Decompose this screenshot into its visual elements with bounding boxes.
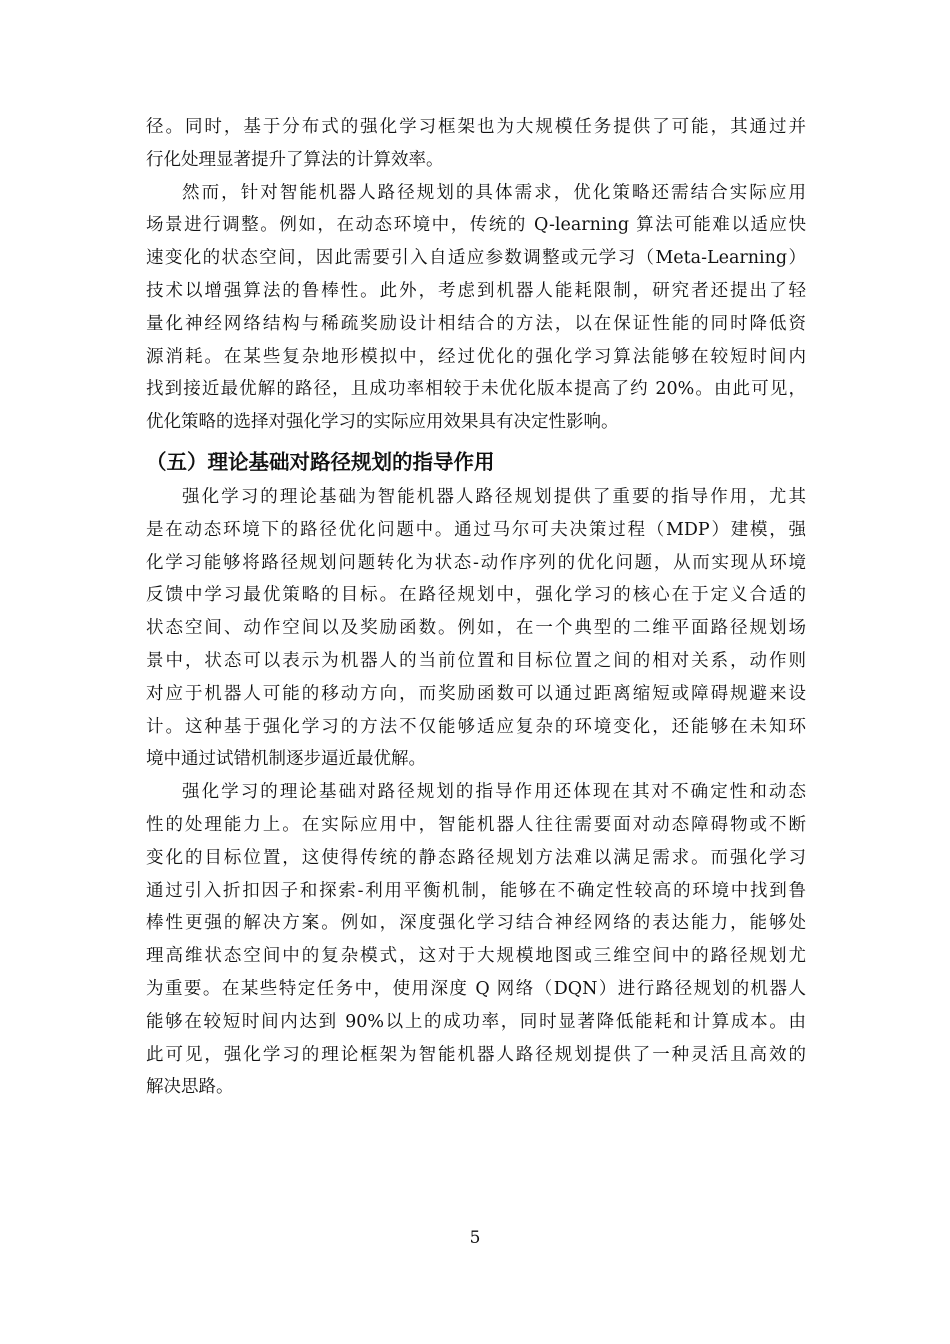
text-line: 对应于机器人可能的移动方向，而奖励函数可以通过距离缩短或障碍规避来设 xyxy=(146,683,806,704)
text-line: 此可见，强化学习的理论框架为智能机器人路径规划提供了一种灵活且高效的 xyxy=(146,1044,806,1065)
text-line: 通过引入折扣因子和探索-利用平衡机制，能够在不确定性较高的环境中找到鲁 xyxy=(146,880,806,901)
text-line: 然而，针对智能机器人路径规划的具体需求，优化策略还需结合实际应用 xyxy=(182,182,806,203)
text-line: 解决思路。 xyxy=(146,1077,234,1098)
text-line: 景中，状态可以表示为机器人的当前位置和目标位置之间的相对关系，动作则 xyxy=(146,650,806,671)
text-line: 强化学习的理论基础对路径规划的指导作用还体现在其对不确定性和动态 xyxy=(182,782,806,803)
text-line: 找到接近最优解的路径，且成功率相较于未优化版本提高了约 20%。由此可见， xyxy=(146,379,806,400)
text-line: 化学习能够将路径规划问题转化为状态-动作序列的优化问题，从而实现从环境 xyxy=(146,552,806,573)
text-line: 理高维状态空间中的复杂模式，这对于大规模地图或三维空间中的路径规划尤 xyxy=(146,946,806,967)
text-line: 为重要。在某些特定任务中，使用深度 Q 网络（DQN）进行路径规划的机器人 xyxy=(146,978,806,999)
paragraph-continuation xyxy=(146,111,806,177)
text-line: 径。同时，基于分布式的强化学习框架也为大规模任务提供了可能，其通过并 xyxy=(146,117,806,137)
page-body xyxy=(146,111,806,1104)
text-line: 反馈中学习最优策略的目标。在路径规划中，强化学习的核心在于定义合适的 xyxy=(146,585,806,606)
paragraph-optimization-strategy xyxy=(146,177,806,439)
paragraph-uncertainty-handling xyxy=(146,776,806,1104)
text-line: 技术以增强算法的鲁棒性。此外，考虑到机器人能耗限制，研究者还提出了轻 xyxy=(146,280,806,301)
paragraph-theory-guidance xyxy=(146,481,806,776)
text-line: 强化学习的理论基础为智能机器人路径规划提供了重要的指导作用，尤其 xyxy=(182,486,806,507)
text-line: 变化的目标位置，这使得传统的静态路径规划方法难以满足需求。而强化学习 xyxy=(146,847,806,868)
text-line: 量化神经网络结构与稀疏奖励设计相结合的方法，以在保证性能的同时降低资 xyxy=(146,313,806,334)
text-line: 境中通过试错机制逐步逼近最优解。 xyxy=(146,749,426,770)
text-line: 状态空间、动作空间以及奖励函数。例如，在一个典型的二维平面路径规划场 xyxy=(146,618,806,639)
text-line: 是在动态环境下的路径优化问题中。通过马尔可夫决策过程（MDP）建模，强 xyxy=(146,519,806,540)
text-line: 能够在较短时间内达到 90%以上的成功率，同时显著降低能耗和计算成本。由 xyxy=(146,1011,806,1032)
text-line: 棒性更强的解决方案。例如，深度强化学习结合神经网络的表达能力，能够处 xyxy=(146,913,806,934)
page-number: 5 xyxy=(469,1228,481,1248)
text-line: 场景进行调整。例如，在动态环境中，传统的 Q-learning 算法可能难以适应快 xyxy=(146,215,806,236)
text-line: 速变化的状态空间，因此需要引入自适应参数调整或元学习（Meta-Learning） xyxy=(146,248,806,269)
text-line: 源消耗。在某些复杂地形模拟中，经过优化的强化学习算法能够在较短时间内 xyxy=(146,346,806,367)
text-line: 行化处理显著提升了算法的计算效率。 xyxy=(146,149,444,170)
text-line: 优化策略的选择对强化学习的实际应用效果具有决定性影响。 xyxy=(146,412,619,433)
text-line: 计。这种基于强化学习的方法不仅能够适应复杂的环境变化，还能够在未知环 xyxy=(146,716,806,737)
section-heading: （五）理论基础对路径规划的指导作用 xyxy=(146,449,495,474)
text-line: 性的处理能力上。在实际应用中，智能机器人往往需要面对动态障碍物或不断 xyxy=(146,814,806,835)
